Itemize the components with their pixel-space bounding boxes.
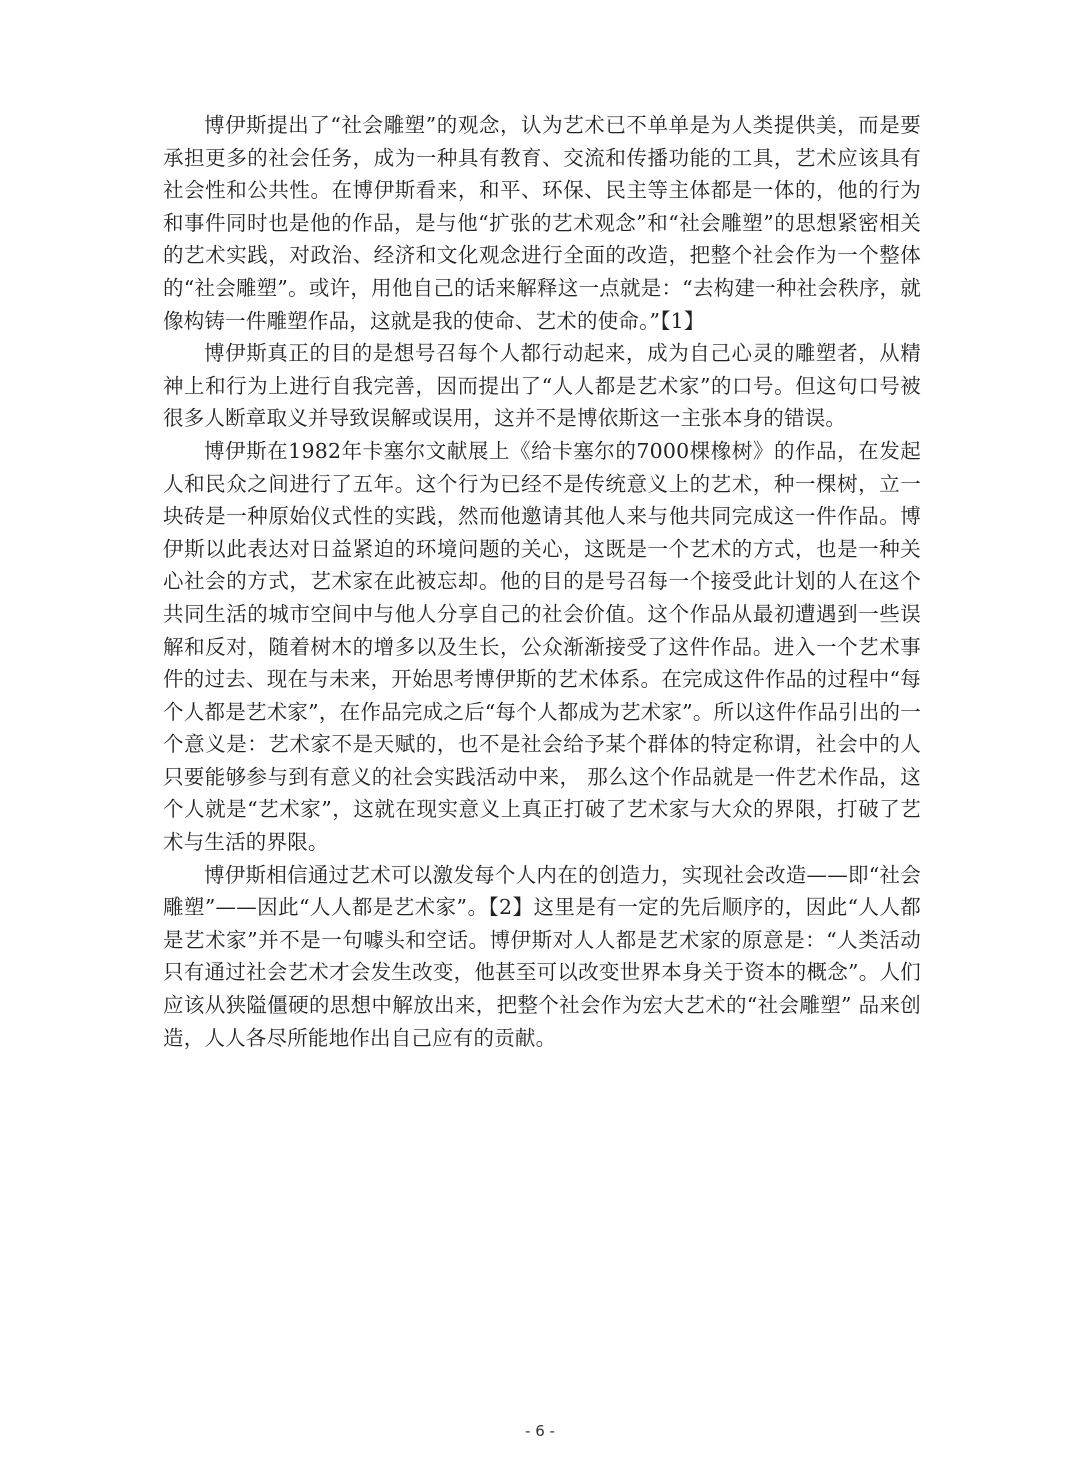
paragraph-creativity: 博伊斯相信通过艺术可以激发每个人内在的创造力，实现社会改造——即“社会雕塑”——因此“人人都是艺术家”。【2】这里是有一定的先后顺序的，因此“人人都是艺术家”并不是一句噱头和空话。博伊斯对人人都是艺术家的原意是：“人类活动只有通过社会艺术才会发生改变，他甚至可以改变世界本身关于资本的概念”。人们应该从狭隘僵硬的思想中解放出来，把整个社会作为宏大艺术的“社会雕塑” 品来创造，人人各尽所能地作出自己应有的贡献。: [163, 862, 921, 1050]
body-text: [163, 109, 921, 1054]
paragraph-everyone-artist: 博伊斯真正的目的是想号召每个人都行动起来，成为自己心灵的雕塑者，从精神上和行为上进行自我完善，因而提出了“人人都是艺术家”的口号。但这句口号被很多人断章取义并导致误解或误用，这并不是博依斯这一主张本身的错误。: [163, 341, 921, 431]
paragraph-social-sculpture: 博伊斯提出了“社会雕塑”的观念，认为艺术已不单单是为人类提供美，而是要承担更多的社会任务，成为一种具有教育、交流和传播功能的工具，艺术应该具有社会性和公共性。在博伊斯看来，和平、环保、民主等主体都是一体的，他的行为和事件同时也是他的作品，是与他“扩张的艺术观念”和“社会雕塑”的思想紧密相关的艺术实践，对政治、经济和文化观念进行全面的改造，把整个社会作为一个整体的“社会雕塑”。或许，用他自己的话来解释这一点就是：“去构建一种社会秩序，就像构铸一件雕塑作品，这就是我的使命、艺术的使命。”【1】: [163, 113, 921, 333]
page-number: - 6 -: [525, 1422, 555, 1440]
paragraph-7000-oaks: 博伊斯在1982年卡塞尔文献展上《给卡塞尔的7000棵橡树》的作品，在发起人和民众之间进行了五年。这个行为已经不是传统意义上的艺术，种一棵树，立一块砖是一种原始仪式性的实践，然而他邀请其他人来与他共同完成这一件作品。博伊斯以此表达对日益紧迫的环境问题的关心，这既是一个艺术的方式，也是一种关心社会的方式，艺术家在此被忘却。他的目的是号召每一个接受此计划的人在这个共同生活的城市空间中与他人分享自己的社会价值。这个作品从最初遭遇到一些误解和反对，随着树木的增多以及生长，公众渐渐接受了这件作品。进入一个艺术事件的过去、现在与未来，开始思考博伊斯的艺术体系。在完成这件作品的过程中“每个人都是艺术家”，在作品完成之后“每个人都成为艺术家”。所以这件作品引出的一个意义是：艺术家不是天赋的，也不是社会给予某个群体的特定称谓，社会中的人只要能够参与到有意义的社会实践活动中来， 那么这个作品就是一件艺术作品，这个人就是“艺术家”，这就在现实意义上真正打破了艺术家与大众的界限，打破了艺术与生活的界限。: [163, 438, 921, 855]
